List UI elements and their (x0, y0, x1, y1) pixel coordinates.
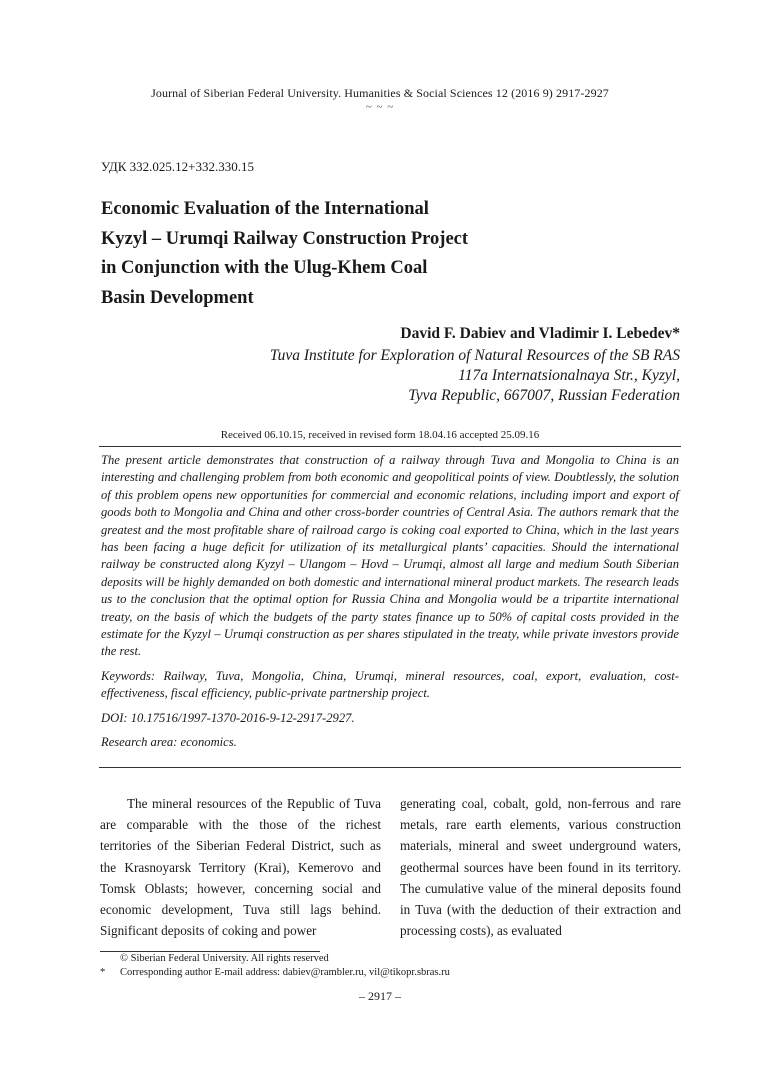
body-column-right (400, 793, 681, 941)
article-title (101, 195, 521, 313)
abstract-block (101, 452, 679, 752)
affiliation-line: Tyva Republic, 667007, Russian Federation (408, 387, 680, 404)
affiliation-line: Tuva Institute for Exploration of Natural Resources of the SB RAS (269, 347, 680, 364)
doi: DOI: 10.17516/1997-1370-2016-9-12-2917-2927. (101, 710, 355, 725)
body-paragraph: The mineral resources of the Republic of Tuva are comparable with the those of the richest territories of the Siberian Federal District, such as the Krasnoyarsk Territory (Krai), Kemerovo and Tomsk Oblasts; however, concerning social and economic development, Tuva still lags behind. Significant deposits of coking and power (100, 796, 381, 939)
body-paragraph: generating coal, cobalt, gold, non-ferrous and rare metals, rare earth elements, various construction materials, mineral and sweet underground waters, geothermal sources have been found in its territory. The cumulative value of the mineral deposits found in Tuva (with the deduction of their extraction and processing costs), as evaluated (400, 796, 681, 939)
page-number: – 2917 – (359, 989, 401, 1003)
affiliation (270, 346, 680, 406)
title-line: in Conjunction with the Ulug-Khem Coal (101, 258, 428, 278)
footnote-rule (100, 951, 320, 952)
title-line: Kyzyl – Urumqi Railway Construction Project (101, 228, 469, 249)
authors: David F. Dabiev and Vladimir I. Lebedev* (400, 325, 680, 342)
copyright-text: © Siberian Federal University. All rights reserved (120, 953, 329, 964)
keywords: Keywords: Railway, Tuva, Mongolia, China, Urumqi, mineral resources, coal, export, evaluation, cost-effectiveness, fiscal efficiency, public-private partnership project. (101, 668, 679, 701)
body-column-left (100, 793, 381, 941)
affiliation-line: 117a Internatsionalnaya Str., Kyzyl, (458, 367, 680, 384)
title-line: Basin Development (101, 287, 254, 308)
footnote-copyright (100, 953, 329, 964)
footnote-mark: * (100, 967, 106, 978)
footnote-corresponding (100, 967, 450, 978)
udk-code: УДК 332.025.12+332.330.15 (101, 159, 255, 174)
received-dates: Received 06.10.15, received in revised form 18.04.16 accepted 25.09.16 (220, 429, 540, 441)
research-area: Research area: economics. (101, 735, 237, 750)
header-ornament: ~ ~ ~ (365, 101, 395, 113)
title-line: Economic Evaluation of the International (101, 199, 429, 219)
abstract-bottom-rule (99, 767, 681, 768)
abstract: The present article demonstrates that construction of a railway through Tuva and Mongolia to China is an interesting and challenging problem from both economic and geopolitical points of view. Doubtlessly, the solution of this problem opens new opportunities for commercial and economic relations, including import and export of goods both to Mongolia and China and other cross-border countries of Central Asia. The authors remark that the greatest and the most profitable share of railroad cargo is coking coal exported to China, which in the last years has been facing a huge deficit for utilization of its metallurgical plants’ capacities. Should the international railway be constructed along Kyzyl – Ulangom – Hovd – Urumqi, almost all large and medium South Siberian deposits will be highly demanded on both domestic and international mineral product markets. The research leads us to the conclusion that the optimal option for Russia China and Mongolia would be a tripartite international treaty, on the basis of which the budgets of the party states finance up to 50% of capital costs provided in the estimate for the Kyzyl – Urumqi construction as per shares stipulated in the treaty, while private investors provide the rest. (101, 453, 679, 659)
journal-header: Journal of Siberian Federal University. Humanities & Social Sciences 12 (2016 9) 2917-2927 (151, 86, 609, 100)
abstract-top-rule (99, 446, 681, 447)
corresponding-text: Corresponding author E-mail address: dabiev@rambler.ru, vil@tikopr.sbras.ru (120, 967, 450, 978)
